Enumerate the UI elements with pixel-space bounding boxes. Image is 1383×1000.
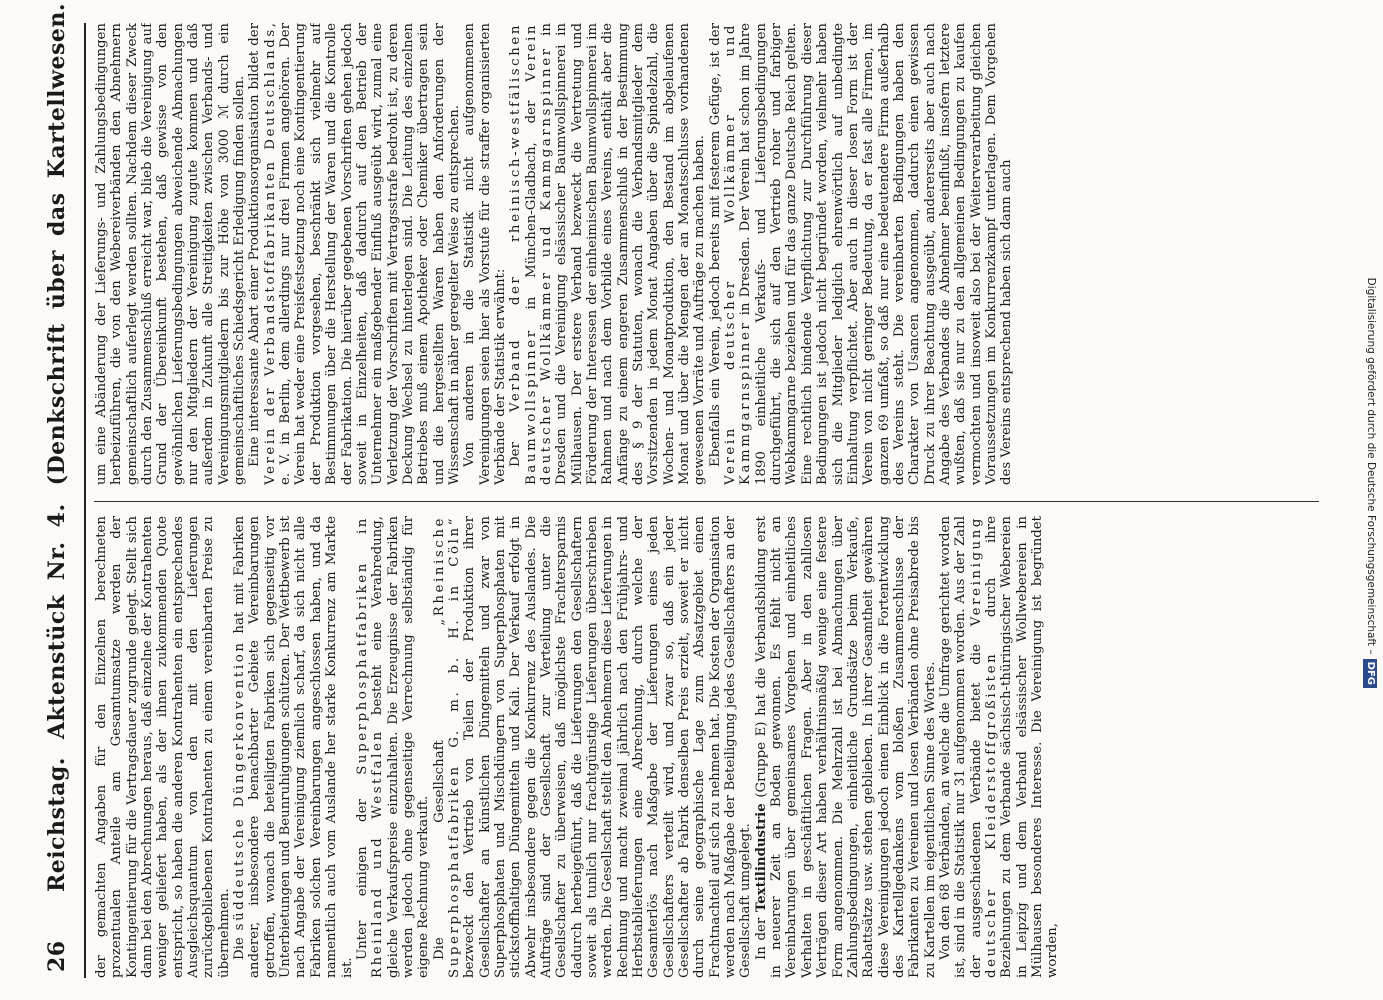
right-column (94, 23, 1319, 485)
paragraph: der gemachten Angaben für den Einzelnen berechneten prozentualen Anteile am Gesamtumsatze werden der Kontingentierung für die Vertragsdauer zugrunde gelegt. Stellt sich dann bei den Abrechnungen heraus, daß einzelne der Kontrahenten weniger geliefert haben, als der ihnen zukommenden Quote entspricht, so haben die anderen Kontrahenten ein entsprechendes Ausgleichsquantum von den mit den Lieferungen zurückgebliebenen Kontrahenten zu einem vereinbarten Preise zu übernehmen. (94, 516, 232, 978)
text-run: In der (753, 917, 769, 960)
left-column (94, 516, 1319, 978)
text-run: in Dresden und die Vereinigung elsässischer Baumwollspinnerei in Mülhausen. Der erstere Verband bezweckt die Vertretung und Förderung der Interessen der einheimischen Baumwollspinnerei im Rahmen und nach dem Vorbilde eines Vereins, enthält aber die Anfänge zu einem engeren Zusammenschluß in der Bestimmung des § 9 der Statuten, wonach die Verbandsmitglieder dem Vorsitzenden in jedem Monat Angaben über die Spindelzahl, die Wochen- und Monatproduktion, den Bestand im abgelaufenen Monat und über die Mengen der an Monatsschlusse vorhandenen gewesenen Vorräte und Aufträge zu machen haben. (538, 23, 708, 485)
text-run: Von den 68 Verbänden, an welche die Umfrage gerichtet worden ist, sind in die Statistik nur 31 aufgenommen worden. Aus der Zahl der ausgeschiedenen Verbände bietet die (937, 516, 984, 978)
spaced-term: Verein der Verbandstoffabrikanten Deutschlands (262, 27, 278, 485)
paragraph (432, 516, 754, 978)
stamp-text (1364, 8, 1378, 688)
text-run: Die (232, 937, 248, 960)
text-run: besteht eine Verabredung, gleiche Verkaufspreise einzuhalten. Die Erzeugnisse der Fabriken werden jedoch ohne gegenseitige Verrechnung selbständig für eigene Rechnung verkauft. (370, 516, 432, 978)
text-run: Eine interessante Abart einer Produktionsorganisation bildet der (247, 23, 263, 467)
spaced-term: Verband der rheinisch-westfälischen Baumwollspinner (508, 23, 539, 485)
text-run: (Gruppe E) hat die Verbandsbildung erst in neuerer Zeit an Boden gewonnen. Es fehlt nicht an Vereinbarungen über gemeinsames Vorgehen und einheitliches Verhalten in geschäftlichen Fragen. Aber in den zahllosen Verträgen dieser Art haben verhältnismäßig wenige eine festere Form angenommen. Die Mehrzahl ist bei Abmachungen über Zahlungsbedingungen, einheitliche Grundsätze beim Verkaufe, Rabattsätze usw. stehen geblieben. In ihrer Gesamtheit gewähren diese Vereinigungen jedoch einen Einblick in die Fortentwicklung des Kartellgedankens vom bloßen Zusammenschlusse der Fabrikanten zu Vereinen und losen Verbänden ohne Preisabrede bis zu Kartellen im eigentlichen Sinne des Wortes. (753, 516, 938, 978)
header-rule (84, 23, 86, 978)
spaced-term: „Rheinische Superphosphatfabriken G. m. b. H. in Cöln“ (431, 516, 462, 978)
spaced-term: Superphosphatfabriken in Rheinland und Westfalen (354, 516, 386, 978)
text-run: , e. V. in Berlin, dem allerdings nur drei Firmen angehören. Der Verein hat weder eine Preisfestsetzung noch eine Kontingentierung der Produktion vorgesehen, beschränkt sich vielmehr auf Bestimmungen über die Herstellung der Waren und die Kontrolle der Fabrikation. Die hierüber gegebenen Vorschriften gehen jedoch soweit in Einzelheiten, daß dadurch auf den Betrieb der Unternehmer ein maßgebender Einfluß ausgeübt wird, zumal eine Verletzung der Vorschriften mit Vertragsstrafe bedroht ist, zu deren Deckung Wechsel zu hinterlegen sind. Die Leitung des einzelnen Betriebes muß einem Apotheker oder Chemiker übertragen sein und die hergestellten Waren haben den Anforderungen der Wissenschaft in näher geregelter Weise zu entsprechen. (262, 23, 462, 485)
bold-term: Textilindustrie (753, 803, 769, 913)
text-run: Unter einigen der (354, 799, 370, 960)
paragraph (708, 23, 1015, 485)
paragraph (355, 516, 432, 978)
digitization-stamp (1364, 8, 1378, 688)
dfg-logo: DFG (1363, 659, 1377, 688)
text-run: hat mit Fabriken anderer, insbesondere benachbarter Gebiete Vereinbarungen getroffen, wonach die beteiligten Fabriken sich gegenseitig vor Unterbietungen und Beunruhigungen schützen. Der Wettbewerb ist nach Angabe der Vereinigung ziemlich scharf, da sich nicht alle Fabriken solchen Vereinbarungen angeschlossen haben, und da namentlich auch vom Auslande her starke Konkurrenz am Markte ist. (232, 516, 355, 978)
paragraph: Von anderen in die Statistik nicht aufgenommenen Vereinigungen seien hier als Vorstufe für die straffer organisierten Verbände der Statistik erwähnt: (462, 23, 508, 485)
paragraph (938, 516, 1061, 978)
text-run: Ebenfalls ein Verein, jedoch bereits mit festerem Gefüge, ist der (707, 23, 723, 467)
spaced-term: süddeutsche Düngerkonvention (232, 640, 248, 931)
rotated-page (22, 2, 1335, 978)
text-run: bezweckt den Vertrieb von Teilen der Produktion ihrer Gesellschafter an künstlichen Düngemitteln und zwar von Superphosphaten und Mischdüngern von Superphosphaten mit stickstoffhaltigen Düngemitteln und Kali. Der Verkauf erfolgt in Abwehr insbesondere gegen die Konkurrenz des Auslandes. Die Aufträge sind der Gesellschaft zur Verteilung unter die Gesellschafter zu überweisen, daß möglichste Frachtersparnis dadurch herbeigeführt, daß die Lieferungen den Gesellschaftern soweit als tunlich nur frachtgünstige Lieferungen überschrieben werden. Die Gesellschaft stellt den Abnehmern diese Lieferungen in Rechnung und macht zweimal jährlich nach den Frühjahrs- und Herbstablieferungen eine Abrechnung, durch welche der Gesamterlös nach Maßgabe der Lieferungen eines jeden Gesellschafters verteilt wird, und zwar so, daß ein jeder Gesellschafter ab Fabrik denselben Preis erzielt, soweit er nicht durch seine geographische Lage zum Absatzgebiet einen Frachtnachteil auf sich zu nehmen hat. Die Kosten der Organisation werden nach Maßgabe der Beteiligung jedes Gesellschafters an der Gesellschaft umgelegt. (462, 516, 754, 978)
paragraph (508, 23, 707, 485)
text-run: Der (508, 442, 524, 467)
running-title (44, 0, 70, 892)
text-run: in Dresden. Der Verein hat schon im Jahre 1890 einheitliche Verkaufs- und Lieferungsbedingungen durchgeführt, die sich auf den Vertrieb roher und farbiger Webkammgarne beziehen und für das ganze Deutsche Reich gelten. Eine rechtlich bindende Verpflichtung zur Durchführung dieser Bedingungen ist jedoch nicht begründet worden, vielmehr haben sich die Mitglieder lediglich ehrenwörtlich auf unbedingte Einhaltung verpflichtet. Aber auch in dieser losen Form ist der Verein von nicht geringer Bedeutung, da er fast alle Firmen, im ganzen 69 umfaßt, so daß nur eine bedeutendere Firma außerhalb des Vereins steht. Die vereinbarten Bedingungen haben den Charakter von Usancen angenommen, dadurch einen gewissen Druck zu ihrer Beachtung ausgeübt, andererseits aber auch nach Angabe des Verbandes die Abnehmer beeinflußt, insofern letztere wußten, daß sie nur zu den allgemeinen Bedingungen zu kaufen vermochten und insoweit also bei der Weiterverarbeitung gleichen Voraussetzungen im Konkurrenzkampf unterlagen. Dem Vorgehen des Vereins entsprechend haben sich dann auch (738, 23, 1015, 485)
paragraph (247, 23, 462, 485)
text-run: durch ihre Beziehungen zu dem Verbande sächsisch-thüringischer Webereien in Leipzig und dem Verband elsässischer Wollwebereien in Mülhausen besonderes Interesse. Die Vereinigung ist begründet worden, (983, 516, 1061, 978)
page-header (22, 2, 80, 978)
title-aktenstueck: Aktenstück Nr. 4. (44, 503, 70, 740)
paragraph (232, 516, 355, 978)
spaced-term: Vereinigung deutscher Kleiderstoffgroßisten (968, 516, 999, 978)
paragraph: um eine Abänderung der Lieferungs- und Zahlungsbedingungen herbeizuführen, die von den Webereiverbänden den Abnehmern gemeinschaftlich auferlegt werden sollten. Nachdem dieser Zweck durch den Zusammenschluß erreicht war, blieb die Vereinigung auf Grund der Übereinkunft bestehen, daß gewisse von den gewöhnlichen Lieferungsbedingungen abweichende Abmachungen nur den Mitgliedern der Vereinigung zugute kommen und daß außerdem in Zukunft alle Streitigkeiten zwischen Verbands- und Vereinigungsmitgliedern bis zur Höhe von 3000 ℳ durch ein gemeinschaftliches Schiedsgericht Erledigung finden sollen. (94, 23, 248, 485)
title-reichstag: Reichstag. (44, 757, 70, 892)
stamp-label: Digitalisierung gefördert durch die Deutsche Forschungsgemeinschaft – (1365, 277, 1377, 655)
paragraph (754, 516, 938, 978)
column-divider (94, 501, 1319, 502)
spaced-term: Verein deutscher Wollkämmer und Kammgarnspinner (523, 23, 554, 485)
page-number: 26 (44, 940, 70, 972)
spaced-term: Verein deutscher Wollkämmer und Kammgarnspinner (723, 23, 754, 485)
text-columns (94, 23, 1324, 978)
text-run: Die Gesellschaft (431, 740, 447, 960)
text-run: in München-Gladbach, der (523, 100, 539, 310)
title-denkschrift: (Denkschrift über das Kartellwesen. (44, 2, 70, 486)
